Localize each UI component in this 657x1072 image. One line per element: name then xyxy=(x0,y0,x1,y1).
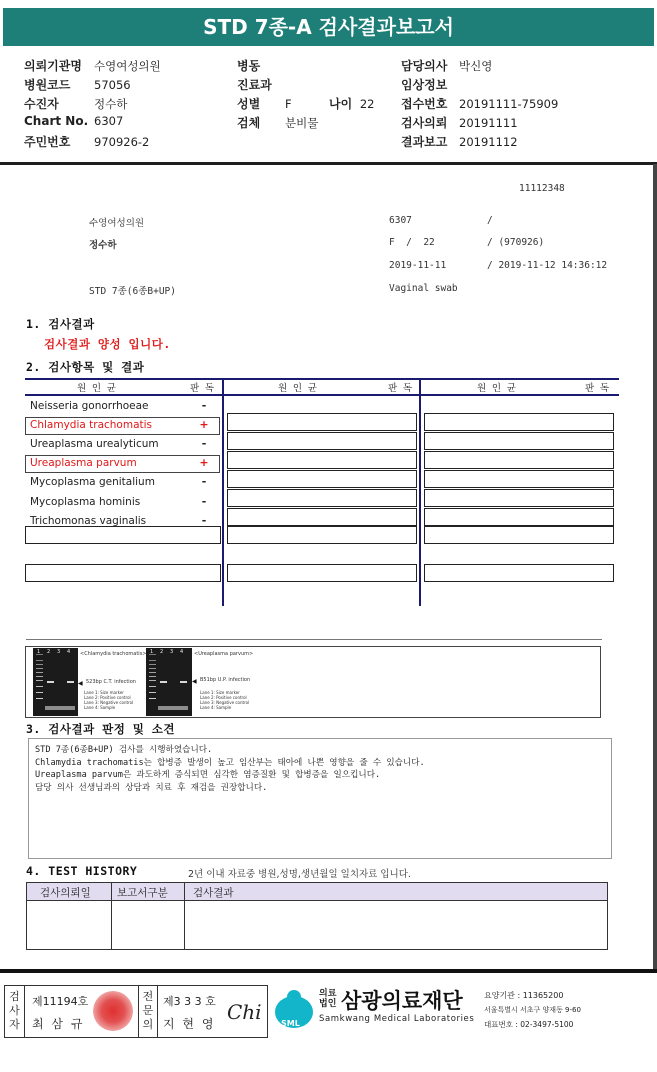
empty-cell xyxy=(424,432,614,450)
gel-band xyxy=(149,660,156,661)
empty-cell xyxy=(424,413,614,431)
pathogen-name: Neisseria gonorrhoeae xyxy=(30,400,149,412)
section-4-title: 4. TEST HISTORY xyxy=(26,864,138,878)
org-phone: 대표번호 : 02-3497-5100 xyxy=(484,1020,574,1029)
header-field-value: F xyxy=(285,97,292,111)
header-field-label: 검사의뢰 xyxy=(401,116,448,130)
col-header-pathogen-2: 원 인 균 xyxy=(278,383,317,394)
gel-band xyxy=(149,698,156,699)
brand-english: Samkwang Medical Laboratories xyxy=(319,1014,475,1024)
report-chart: 6307 xyxy=(389,215,412,226)
section-2-title: 2. 검사항목 및 결과 xyxy=(26,360,145,374)
empty-cell xyxy=(424,508,614,526)
gel-left-band-label: 523bp C.T. infection xyxy=(86,679,136,685)
gel-band xyxy=(36,692,43,693)
header-field-label: 결과보고 xyxy=(401,135,448,149)
gel-band xyxy=(158,706,188,710)
report-specimen: Vaginal swab xyxy=(389,283,458,294)
gel-band xyxy=(36,676,43,677)
gel-legend-item: Lane 4: Sample xyxy=(200,705,232,710)
gel-lane-number: 4 xyxy=(180,649,184,655)
age-field xyxy=(329,95,374,112)
col-header-verdict-1: 판 독 xyxy=(190,383,215,394)
empty-cell xyxy=(227,432,417,450)
report-hospital: 수영여성의원 xyxy=(89,218,145,229)
report-birth: / (970926) xyxy=(487,237,545,248)
empty-cell xyxy=(227,413,417,431)
empty-cell xyxy=(227,526,417,544)
empty-cell xyxy=(424,489,614,507)
pathogen-verdict: - xyxy=(201,437,207,451)
header-field xyxy=(401,114,641,133)
opinion-line: STD 7종(6종B+UP) 검사를 시행하였습니다. xyxy=(35,745,213,755)
gel-legend-item: Lane 4: Sample xyxy=(84,705,116,710)
doctor-name: 지 현 영 xyxy=(163,1017,216,1031)
header-field-value: 분비물 xyxy=(285,116,319,130)
gel-band xyxy=(67,681,74,683)
opinion-box xyxy=(28,738,612,859)
header-field-value: 970926-2 xyxy=(94,135,150,149)
gel-band xyxy=(36,698,43,699)
header-field xyxy=(24,76,234,95)
right-edge-bar xyxy=(653,164,657,969)
gel-lane-number: 1 xyxy=(37,649,41,655)
header-field-value: 정수하 xyxy=(94,97,128,111)
gel-band xyxy=(149,672,156,673)
gel-lane-number: 3 xyxy=(170,649,174,655)
arrow-icon: ◀ xyxy=(192,678,197,685)
header-field-value: 20191111 xyxy=(459,116,518,130)
gel-band xyxy=(180,681,187,683)
gel-lane-number: 4 xyxy=(67,649,71,655)
empty-cell xyxy=(25,564,221,582)
pathogen-verdict: - xyxy=(201,513,207,527)
header-field-label: 병원코드 xyxy=(24,78,71,92)
header-field xyxy=(401,133,641,152)
pathogen-name: Mycoplasma genitalium xyxy=(30,476,155,489)
opinion-line: Ureaplasma parvum은 과도하게 증식되면 심각한 염증질환 및 합병증을 일으킵니다. xyxy=(35,770,381,780)
gel-legend-item: Lane 1: Size marker xyxy=(84,690,124,695)
gel-legend-item: Lane 3: Negative control xyxy=(84,700,134,705)
header-field xyxy=(401,76,641,95)
header-field-value: 6307 xyxy=(94,114,124,128)
header-field xyxy=(401,95,641,114)
header-field xyxy=(401,57,641,76)
gel-band xyxy=(45,706,75,710)
header-field xyxy=(237,76,387,95)
header-field-label: 병동 xyxy=(237,59,261,73)
gel-band xyxy=(36,672,43,673)
pathogen-verdict: - xyxy=(201,399,207,412)
header-field-label: 성별 xyxy=(237,97,261,111)
gel-band xyxy=(47,681,54,683)
opinion-line: 담당 의사 선생님과의 상담과 치료 후 재검을 권장합니다. xyxy=(35,782,268,793)
pathogen-name: Ureaplasma urealyticum xyxy=(30,438,159,451)
empty-cell xyxy=(424,564,614,582)
header-field-label: 접수번호 xyxy=(401,97,448,111)
gel-band xyxy=(160,681,167,683)
header-field-value: 수영여성의원 xyxy=(94,59,161,73)
gel-legend-item: Lane 3: Negative control xyxy=(200,700,250,705)
gel-lane-number: 2 xyxy=(47,649,51,655)
header-field-value: 57056 xyxy=(94,78,131,92)
history-col-result: 검사결과 xyxy=(193,887,234,899)
signature-box xyxy=(4,985,268,1038)
col-header-pathogen-1: 원 인 균 xyxy=(77,383,116,394)
arrow-icon: ◀ xyxy=(78,680,83,687)
gel-band xyxy=(149,692,156,693)
report-date-request: 2019-11-11 xyxy=(389,260,447,271)
age-value: 22 xyxy=(359,97,375,111)
seal-stamp-icon xyxy=(93,991,133,1031)
header-field-label: 담당의사 xyxy=(401,59,448,73)
pathogen-name: Trichomonas vaginalis xyxy=(30,514,147,527)
history-divider xyxy=(111,883,112,949)
gel-right-band-label: B51bp U.P. infection xyxy=(200,677,251,683)
gel-band xyxy=(149,668,156,669)
report-title: STD 7종-A 검사결과보고서 xyxy=(3,8,654,46)
history-note: 2년 이내 자료중 병원,성명,생년월일 일치자료 입니다. xyxy=(188,869,411,880)
section-3-title: 3. 검사결과 판정 및 소견 xyxy=(26,722,176,736)
report-sex-age: F / 22 xyxy=(389,237,435,248)
header-field xyxy=(24,57,234,76)
gel-band xyxy=(36,660,43,661)
inspector-name: 최 삼 규 xyxy=(32,1017,85,1031)
col-header-verdict-3: 판 독 xyxy=(585,383,610,394)
pathogen-name: Ureaplasma parvum xyxy=(30,457,137,470)
inspector-no: 제11194호 xyxy=(32,995,89,1008)
report-slash: / xyxy=(487,215,493,226)
header-field-value: 박신영 xyxy=(459,59,493,73)
report-id: 11112348 xyxy=(519,183,565,194)
header-field xyxy=(24,114,234,133)
header-field xyxy=(237,57,387,76)
gel-band xyxy=(36,680,43,681)
result-summary: 검사결과 양성 입니다. xyxy=(44,337,171,351)
gel-left-legend xyxy=(84,690,133,710)
header-field-label: 진료과 xyxy=(237,78,272,92)
org-code: 요양기관 : 11365200 xyxy=(484,991,564,1000)
gel-band xyxy=(149,680,156,681)
empty-cell xyxy=(424,526,614,544)
gel-band xyxy=(149,686,156,687)
gel-band xyxy=(36,686,43,687)
brand-prefix: 의료법인 xyxy=(319,989,337,1009)
empty-cell xyxy=(227,470,417,488)
gel-band xyxy=(36,668,43,669)
inspector-label xyxy=(5,986,25,1037)
gel-band xyxy=(36,664,43,665)
age-label: 나이 xyxy=(329,97,353,111)
gel-right-legend xyxy=(200,690,249,710)
gel-band xyxy=(149,664,156,665)
pathogen-verdict: + xyxy=(199,456,209,470)
gel-lane-number: 1 xyxy=(150,649,154,655)
header-divider xyxy=(0,162,657,165)
gel-left-title: <Chlamydia trachomatis> xyxy=(80,651,147,657)
opinion-line: Chlamydia trachomatis는 합병증 발생이 높고 임산부는 태아에 나쁜 영향을 줄 수 있습니다. xyxy=(35,757,425,768)
gel-lane-number: 2 xyxy=(160,649,164,655)
pathogen-name: Mycoplasma hominis xyxy=(30,495,141,508)
section-1-title: 1. 검사결과 xyxy=(26,317,95,331)
header-field-label: 수진자 xyxy=(24,97,59,111)
empty-cell xyxy=(424,451,614,469)
empty-cell xyxy=(25,526,221,544)
gel-right-title: <Ureaplasma parvum> xyxy=(194,651,254,657)
doctor-no: 제3 3 3 호 xyxy=(163,995,216,1008)
footer-divider xyxy=(0,969,657,973)
doctor-signature: Chi xyxy=(227,1000,262,1024)
pathogen-verdict: - xyxy=(201,494,207,508)
pathogen-verdict: - xyxy=(201,475,207,489)
col-header-verdict-2: 판 독 xyxy=(388,383,413,394)
gel-lane-number: 3 xyxy=(57,649,61,655)
report-test-name: STD 7종(6종B+UP) xyxy=(89,286,176,297)
header-field-label: Chart No. xyxy=(24,114,89,128)
header-field-label: 임상정보 xyxy=(401,78,448,92)
header-field-value: 20191112 xyxy=(459,135,518,149)
empty-cell xyxy=(227,451,417,469)
org-address: 서울특별시 서초구 양재동 9-60 xyxy=(484,1006,581,1014)
column-divider xyxy=(419,378,421,606)
doctor-label-text: 전문의 xyxy=(142,990,154,1031)
history-col-type: 보고서구분 xyxy=(117,887,168,899)
header-field-label: 주민번호 xyxy=(24,135,71,149)
gel-legend-item: Lane 2: Positive control xyxy=(200,695,247,700)
header-col-1 xyxy=(24,57,234,152)
header-field-label: 의뢰기관명 xyxy=(24,59,82,73)
inspector-label-text: 검사자 xyxy=(9,990,20,1031)
sml-logo-text: SML xyxy=(281,1019,300,1028)
history-header xyxy=(27,883,607,901)
header-field xyxy=(24,95,234,114)
pathogen-name: Chlamydia trachomatis xyxy=(30,419,153,432)
header-field xyxy=(24,133,234,152)
empty-cell xyxy=(227,564,417,582)
pathogen-verdict: + xyxy=(199,418,209,432)
history-col-date: 검사의뢰일 xyxy=(40,887,91,899)
report-patient: 정수하 xyxy=(89,240,117,251)
history-table xyxy=(26,882,608,950)
header-field-label: 검체 xyxy=(237,116,261,130)
empty-cell xyxy=(424,470,614,488)
col-header-pathogen-3: 원 인 균 xyxy=(477,383,516,394)
gel-legend-item: Lane 2: Positive control xyxy=(84,695,131,700)
report-date-result: / 2019-11-12 14:36:12 xyxy=(487,260,608,271)
doctor-label xyxy=(138,986,158,1037)
column-divider xyxy=(222,378,224,606)
gel-legend-item: Lane 1: Size marker xyxy=(200,690,240,695)
empty-cell xyxy=(227,489,417,507)
header-field-value: 20191111-75909 xyxy=(459,97,559,111)
header-field xyxy=(237,114,387,133)
brand-name: 삼광의료재단 xyxy=(341,989,463,1013)
gel-band xyxy=(149,676,156,677)
history-divider xyxy=(184,883,185,949)
header-col-3 xyxy=(401,57,641,152)
empty-cell xyxy=(227,508,417,526)
